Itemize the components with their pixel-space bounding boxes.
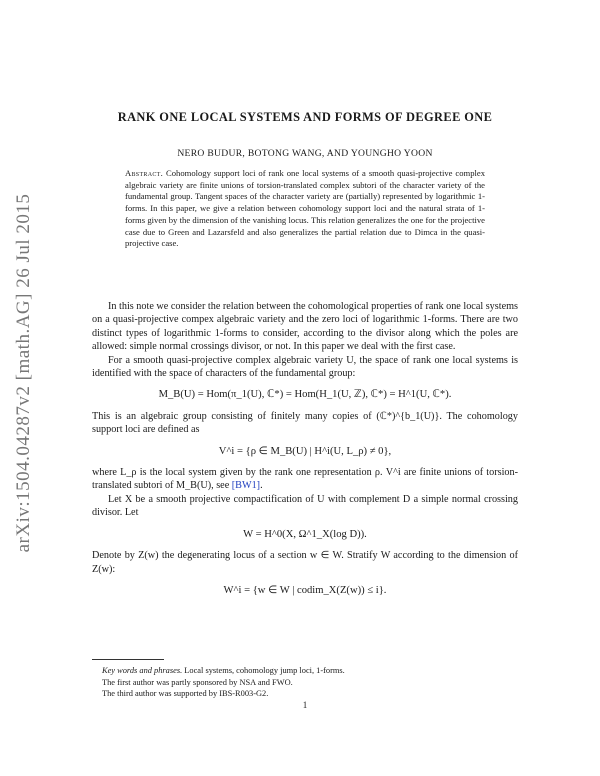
abstract-label: Abstract. — [125, 168, 164, 178]
equation-support-loci: V^i = {ρ ∈ M_B(U) | H^i(U, L_ρ) ≠ 0}, — [218, 445, 392, 457]
page-number: 1 — [302, 700, 308, 710]
footnote-keywords — [92, 665, 518, 677]
citation-bw1-link[interactable]: [BW1] — [231, 480, 261, 492]
keywords-label: Key words and phrases. — [102, 666, 183, 675]
paper-authors: NERO BUDUR, BOTONG WANG, AND YOUNGHO YOON — [177, 148, 433, 159]
equation-strata: W^i = {w ∈ W | codim_X(Z(w)) ≤ i}. — [223, 584, 387, 596]
footnote-rule — [92, 659, 164, 660]
paragraph-local-system-text: where L_ρ is the local system given by the rank one representation ρ. V^i are finite unions of torsion-translated subtori of M_B(U), see — [92, 467, 518, 492]
paragraph-compactification: Let X be a smooth projective compactification of U with complement D a simple normal crossing divisor. Let — [92, 493, 518, 519]
keywords-text: Local systems, cohomology jump loci, 1-forms. — [182, 666, 345, 675]
paragraph-algebraic-group: This is an algebraic group consisting of finitely many copies of (ℂ*)^{b_1(U)}. The cohomology support loci are defined as — [92, 410, 518, 436]
abstract-text: Cohomology support loci of rank one local systems of a smooth quasi-projective complex algebraic variety are finite unions of torsion-translated complex subtori of the character variety of the fundamental group. Tangent spaces of the character variety are (partially) represented by logarithmic 1-forms. In this paper, we give a relation between cohomology support loci and the natural strata of 1-forms given by the dimension of the vanishing locus. This relation generalizes the one for the projective case due to Green and Lazarsfeld and also generalizes the partial relation due to Dimca in the quasi-projective case. — [125, 168, 485, 249]
footnote-first-author: The first author was partly sponsored by NSA and FWO. — [102, 677, 293, 687]
paragraph-intro: In this note we consider the relation between the cohomological properties of rank one local systems on a quasi-projective compex algebraic variety and the zero loci of logarithmic 1-forms. There are two distinct types of logarithmic 1-forms to consider, according to the divisor along which the poles are allowed: simple normal crossings divisor, or not. In this paper we deal with the first case. — [92, 301, 518, 353]
paragraph-local-system-end: . — [260, 480, 263, 492]
footnote-third-author: The third author was supported by IBS-R003-G2. — [102, 689, 269, 698]
equation-character-variety: M_B(U) = Hom(π_1(U), ℂ*) = Hom(H_1(U, ℤ), ℂ*) = H^1(U, ℂ*). — [158, 389, 452, 401]
paragraph-degenerating-locus: Denote by Z(w) the degenerating locus of a section w ∈ W. Stratify W according to the dimension of Z(w): — [92, 550, 518, 575]
abstract — [125, 168, 485, 250]
equation-log-forms: W = H^0(X, Ω^1_X(log D)). — [243, 528, 367, 540]
arxiv-stamp — [10, 180, 38, 565]
main-text — [92, 300, 518, 605]
footnotes — [92, 665, 518, 700]
paragraph-local-systems: For a smooth quasi-projective complex algebraic variety U, the space of rank one local systems is identified with the space of characters of the fundamental group: — [92, 354, 518, 380]
paragraph-local-system-def — [92, 466, 518, 493]
paper-title: RANK ONE LOCAL SYSTEMS AND FORMS OF DEGREE ONE — [117, 110, 493, 124]
arxiv-stamp-text: arXiv:1504.04287v2 [math.AG] 26 Jul 2015 — [13, 193, 34, 552]
